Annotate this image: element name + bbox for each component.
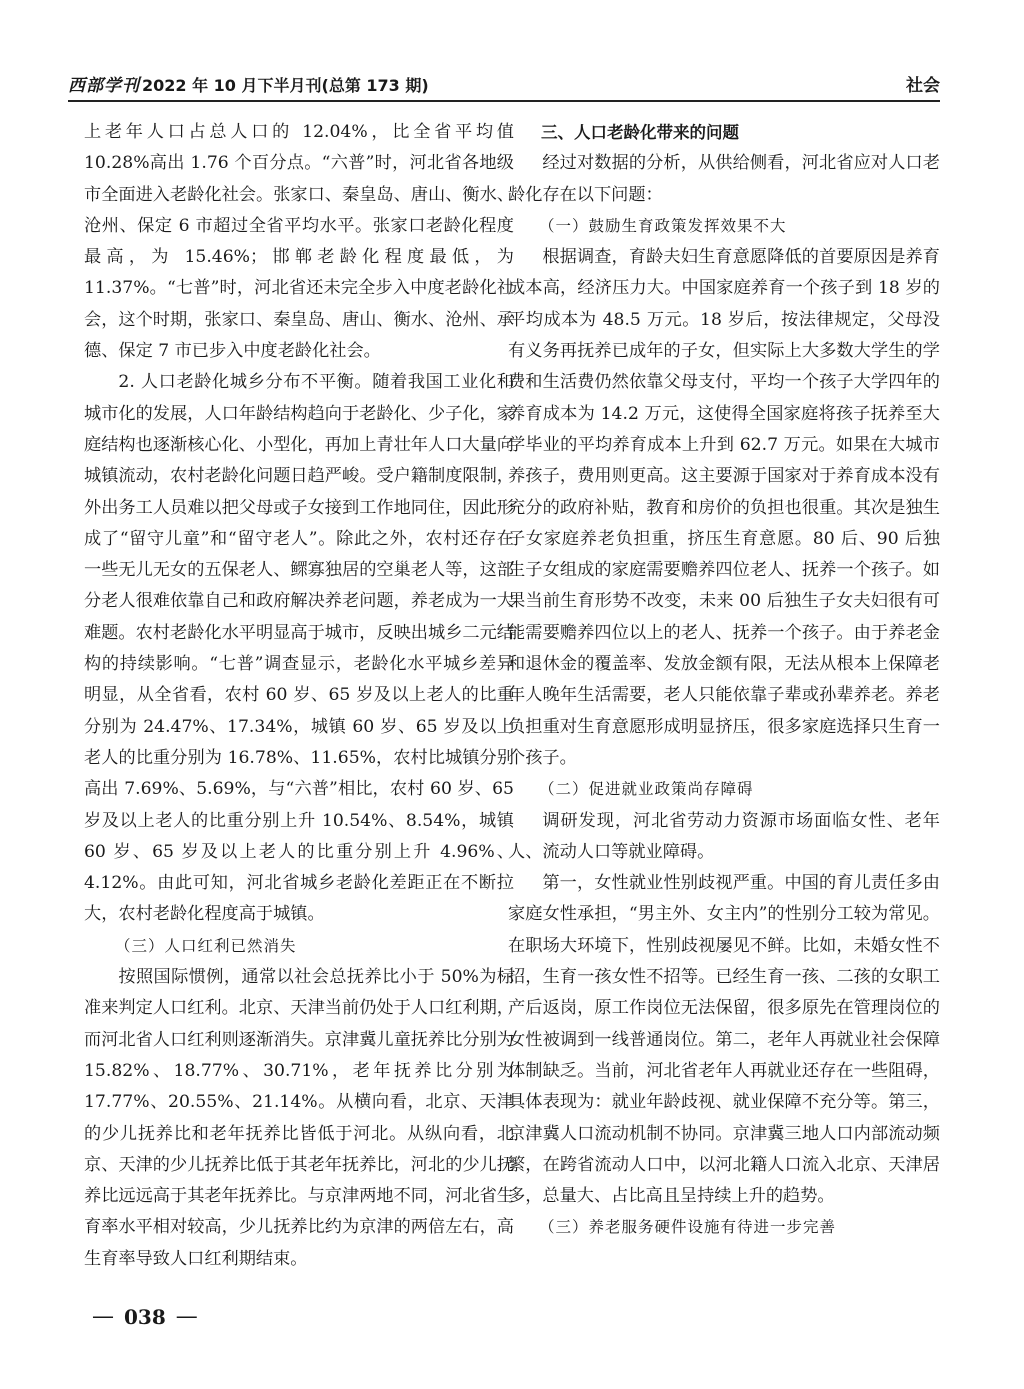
issue-info: 2022 年 10 月下半月刊(总第 173 期) (142, 76, 429, 95)
left-column (84, 117, 514, 1275)
section-heading: 三、人口老龄化带来的问题 (541, 123, 739, 142)
paragraph: 经过对数据的分析，从供给侧看，河北省应对人口老龄化存在以下问题： (508, 153, 940, 205)
paragraph: 2. 人口老龄化城乡分布不平衡。随着我国工业化和城市化的发展，人口年龄结构趋向于老龄化、少子化，家庭结构也逐渐核心化、小型化，再加上青壮年人口大量向城镇流动，农村老龄化问题日趋严峻。受户籍制度限制，外出务工人员难以把父母或子女接到工作地同住，因此形成了“留守儿童”和“留守老人”。除此之外，农村还存在一些无儿无女的五保老人、鳏寡独居的空巢老人等，这部分老人很难依靠自己和政府解决养老问题，养老成为一大难题。农村老龄化水平明显高于城市，反映出城乡二元结构的持续影响。“七普”调查显示，老龄化水平城乡差异明显，从全省看，农村 60 岁、65 岁及以上老人的比重分别为 24.47%、17.34%，城镇 60 岁、65 岁及以上老人的比重分别为 16.78%、11.65%，农村比城镇分别高出 7.69%、5.69%，与“六普”相比，农村 60 岁、65 岁及以上老人的比重分别上升 10.54%、8.54%，城镇 60 岁、65 岁及以上老人的比重分别上升 4.96%、4.12%。由此可知，河北省城乡老龄化差距正在不断拉大，农村老龄化程度高于城镇。 (84, 372, 514, 925)
right-column (508, 117, 940, 1244)
page-header (68, 60, 940, 102)
paragraph: 按照国际惯例，通常以社会总抚养比小于 50%为标准来判定人口红利。北京、天津当前仍处于人口红利期，而河北省人口红利则逐渐消失。京津冀儿童抚养比分别为 15.82%、18.77%、30.71%，老年抚养比分别为 17.77%、20.55%、21.14%。从横向看，北京、天津的少儿抚养比和老年抚养比皆低于河北。从纵向看，北京、天津的少儿抚养比低于其老年抚养比，河北的少儿抚养比远远高于其老年抚养比。与京津两地不同，河北省生育率水平相对较高，少儿抚养比约为京津的两倍左右，高生育率导致人口红利期结束。 (84, 967, 514, 1269)
paragraph: 根据调查，育龄夫妇生育意愿降低的首要原因是养育成本高，经济压力大。中国家庭养育一个孩子到 18 岁的平均成本为 48.5 万元。18 岁后，按法律规定，父母没有义务再抚养已成年的子女，但实际上大多数大学生的学费和生活费仍然依靠父母支付，平均一个孩子大学四年的养育成本为 14.2 万元，这使得全国家庭将孩子抚养至大学毕业的平均养育成本上升到 62.7 万元。如果在大城市养孩子，费用则更高。这主要源于国家对于养育成本没有充分的政府补贴，教育和房价的负担也很重。其次是独生子女家庭养老负担重，挤压生育意愿。80 后、90 后独生子女组成的家庭需要赡养四位老人、抚养一个孩子。如果当前生育形势不改变，未来 00 后独生子女夫妇很有可能需要赡养四位以上的老人、抚养一个孩子。由于养老金和退休金的覆盖率、发放金额有限，无法从根本上保障老年人晚年生活需要，老人只能依靠子辈或孙辈养老。养老负担重对生育意愿形成明显挤压，很多家庭选择只生育一个孩子。 (508, 247, 940, 768)
subheading: （三）人口红利已然消失 (115, 936, 297, 955)
subheading: （三）养老服务硬件设施有待进一步完善 (539, 1218, 837, 1237)
paragraph: 调研发现，河北省劳动力资源市场面临女性、老年人、流动人口等就业障碍。 (508, 810, 940, 862)
subheading: （二）促进就业政策尚存障碍 (539, 780, 754, 799)
header-left (68, 71, 429, 100)
subheading: （一）鼓励生育政策发挥效果不大 (539, 216, 787, 235)
footer-dash-right: — (175, 1304, 198, 1329)
page-footer (92, 1304, 198, 1329)
footer-dash-left: — (92, 1304, 114, 1329)
page-number: 038 (124, 1304, 166, 1329)
journal-logo: 西部学刊 (68, 76, 140, 96)
paragraph: 第一，女性就业性别歧视严重。中国的育儿责任多由家庭女性承担，“男主外、女主内”的性别分工较为常见。在职场大环境下，性别歧视屡见不鲜。比如，未婚女性不招，生育一孩女性不招等。已经生育一孩、二孩的女职工产后返岗，原工作岗位无法保留，很多原先在管理岗位的女性被调到一线普通岗位。第二，老年人再就业社会保障体制缺乏。当前，河北省老年人再就业还存在一些阻碍，具体表现为：就业年龄歧视、就业保障不充分等。第三，京津冀人口流动机制不协同。京津冀三地人口内部流动频繁，在跨省流动人口中，以河北籍人口流入北京、天津居多，总量大、占比高且呈持续上升的趋势。 (508, 873, 940, 1207)
paragraph: 上老年人口占总人口的 12.04%，比全省平均值 10.28%高出 1.76 个百分点。“六普”时，河北省各地级市全面进入老龄化社会。张家口、秦皇岛、唐山、衡水、沧州、保定 6 市超过全省平均水平。张家口老龄化程度最高，为 15.46%；邯郸老龄化程度最低，为 11.37%。“七普”时，河北省还未完全步入中度老龄化社会，这个时期，张家口、秦皇岛、唐山、衡水、沧州、承德、保定 7 市已步入中度老龄化社会。 (84, 122, 514, 362)
section-label: 社会 (906, 76, 940, 96)
